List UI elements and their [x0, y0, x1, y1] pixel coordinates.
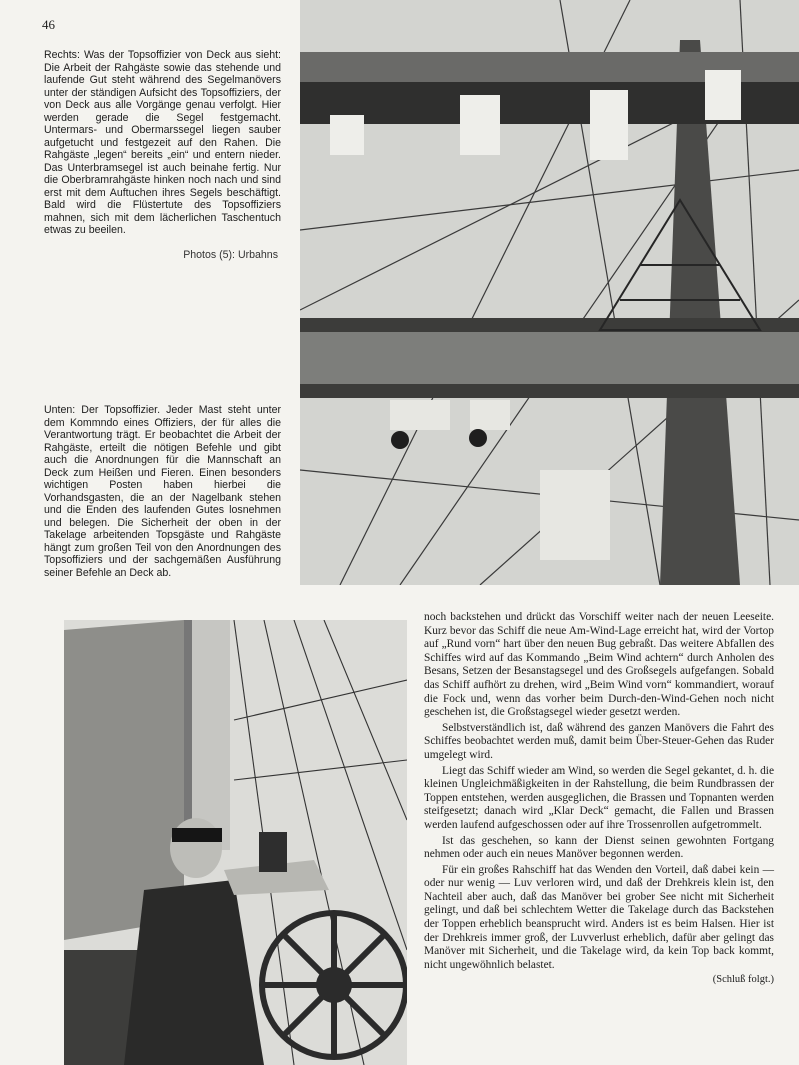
photo-rigging-yards — [300, 0, 799, 585]
page-number: 46 — [42, 17, 55, 32]
body-paragraph-5: Für ein großes Rahschiff hat das Wenden den Vorteil, daß dabei kein — oder nur wenig — Luv verloren wird, und daß der Drehkreis klein ist, den Nachteil aber auch, daß das Manöver bei grober See nicht mit Sicherheit gelingt, und daß bei schlechtem Wetter die Takelage durch das Backstehen der Toppen erheblich beansprucht wird. Anders ist es beim Halsen. Hier ist der Drehkreis immer groß, der Luvverlust erheblich, dafür aber gelingt das Manöver mit Sicherheit, und die Takelage wird, da kein Top back kommt, nicht ungewöhnlich belastet. — [424, 863, 774, 971]
body-paragraph-2: Selbstverständlich ist, daß während des ganzen Manövers die Fahrt des Schiffes beobachtet werden muß, damit beim Über-Steuer-Gehen das Ruder umgelegt wird. — [424, 721, 774, 761]
article-body — [424, 611, 774, 987]
photo-credit: Photos (5): Urbahns — [183, 249, 278, 261]
caption-bottom: Unten: Der Topsoffizier. Jeder Mast steht unter dem Kommndo eines Offiziers, der für alles die Verantwortung trägt. Er beobachtet die Arbeit der Rahgäste, erteilt die nötigen Befehle und gibt auch die Anordnungen für die Mannschaft an Deck zum Heißen und Fieren. Einen besonders wichtigen Posten haben hierbei die Vorhandsgasten, die an der Nagelbank stehen und die Enden des laufenden Gutes losnehmen und belegen. Die Sicherheit der oben in der Takelage arbeitenden Topsgäste und Rahgäste hängt zum großen Teil von den Anordnungen des Topsoffiziers und der sachgemäßen Ausführung seiner Befehle an Deck ab. — [44, 404, 281, 579]
continued-note: (Schluß folgt.) — [712, 974, 774, 986]
body-paragraph-3: Liegt das Schiff wieder am Wind, so werden die Segel gekantet, d. h. die kleinen Ungleichmäßigkeiten in der Rahstellung, die beim Rundbrassen der Toppen entstehen, werden ausgeglichen, die Brassen und Topnanten werden steifgesetzt; danach wird „Klar Deck“ gemacht, die Fallen und Brassen werden laufend aufgeschossen oder auf ihre Trossenrollen aufgetrommelt. — [424, 764, 774, 831]
body-paragraph-4: Ist das geschehen, so kann der Dienst seinen gewohnten Fortgang nehmen oder auch ein neues Manöver begonnen werden. — [424, 834, 774, 861]
photo-topsoffizier — [64, 620, 407, 1065]
caption-top: Rechts: Was der Topsoffizier von Deck aus sieht: Die Arbeit der Rahgäste sowie das stehende und laufende Gut steht während des Segelmanövers unter der ständigen Aufsicht des Topsoffiziers, der von Deck aus alle Vorgänge genau verfolgt. Hier werden gerade die Segel festgemacht. Untermars- und Obermarssegel liegen sauber aufgetucht und festgezeit auf den Rahen. Die Rahgäste „legen“ bereits „ein“ und entern nieder. Das Unterbramsegel ist auch beinahe fertig. Nur die Oberbramrahgäste hinken noch nach und sind erst mit dem Auftuchen ihres Segels beschäftigt. Bald wird die Flüstertute des Topsoffiziers mahnen, sich mit dem lächerlichen Taschentuch etwas zu beeilen. — [44, 49, 281, 236]
body-paragraph-1: noch backstehen und drückt das Vorschiff weiter nach der neuen Leeseite. Kurz bevor das Schiff die neue Am-Wind-Lage erreicht hat, wird der Vortop auf „Rund vorn“ hart über den neuen Bug gebraßt. Das weitere Abfallen des Schiffes wird auf das Kommando „Beim Wind achtern“ durch Anholen des Besans, Setzen der Besanstagsegel und des Großsegels aufgefangen. Sobald das Schiff aufhört zu drehen, wird „Beim Wind vorn“ kommandiert, worauf die Fock und, wenn das vorher beim Durch-den-Wind-Gehen noch nicht geschehen ist, die Großstagsegel wieder gesetzt werden. — [424, 611, 774, 719]
